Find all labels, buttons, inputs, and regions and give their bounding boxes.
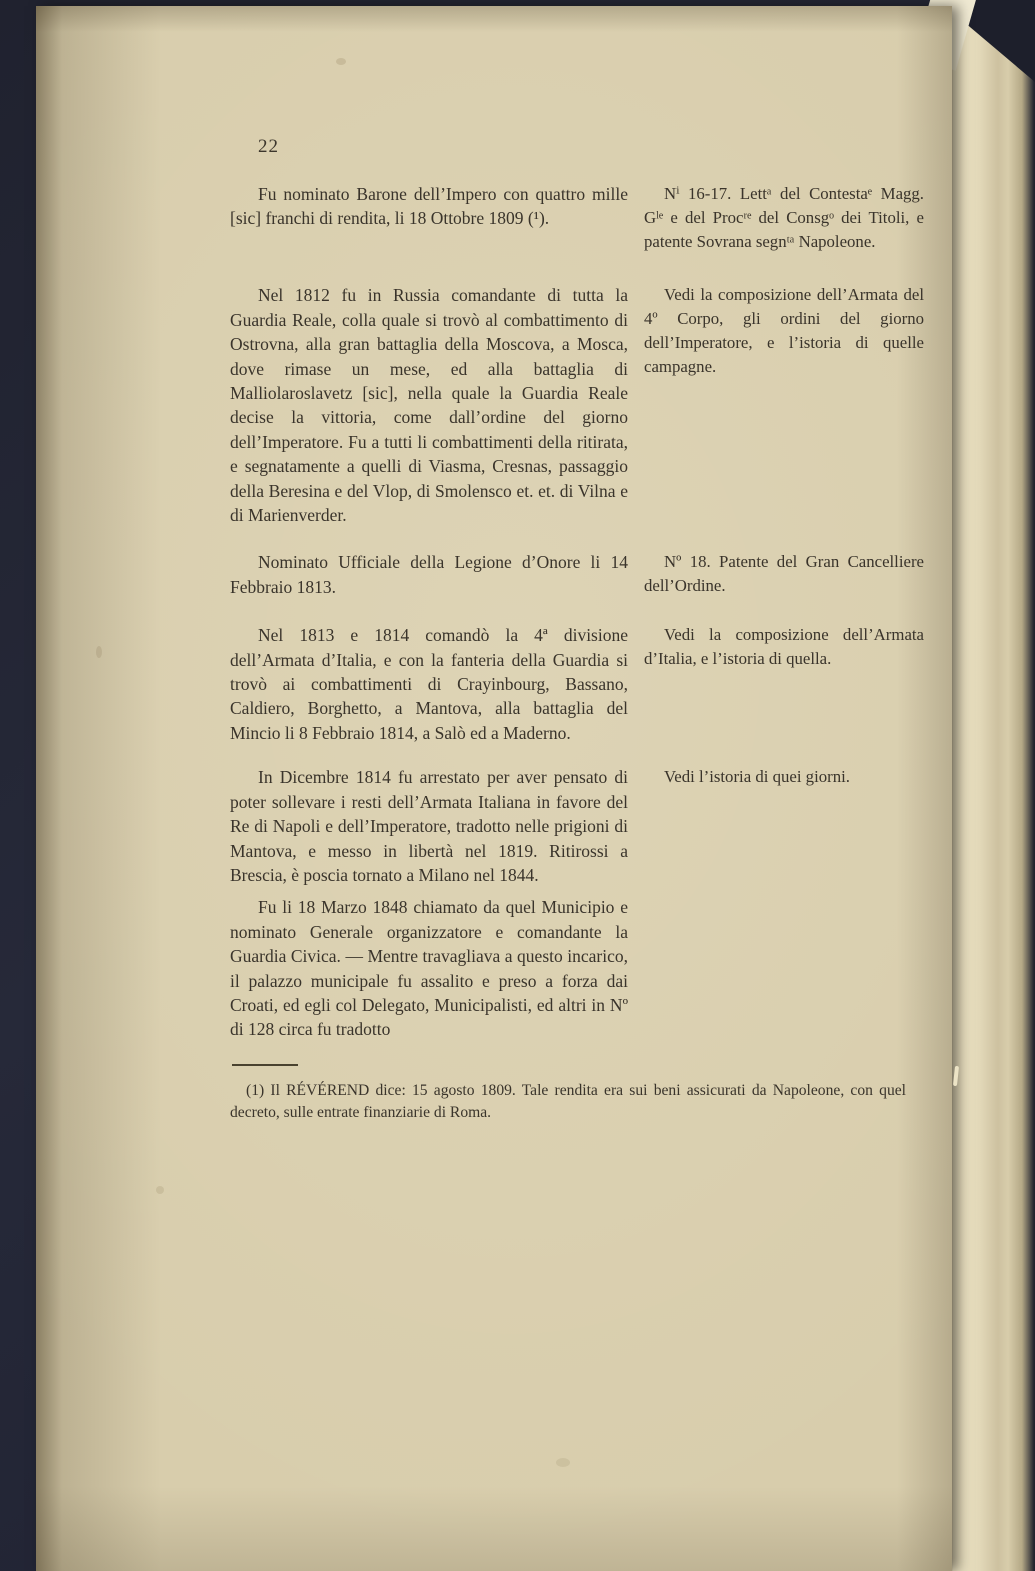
margin-note: Vedi l’istoria di quei giorni. bbox=[664, 767, 850, 787]
text-row bbox=[230, 550, 924, 599]
body-paragraph: Nel 1812 fu in Russia comandante di tutta la Guardia Reale, colla quale si trovò al combattimento di Ostrovna, alla gran battaglia della Moscova, a Mosca, dove rimase un mese, ed alla battaglia di Malliolaroslavetz [sic], nella quale la Guardia Reale decise la vittoria, come dall’ordine del giorno dell’Imperatore. Fu a tutti li combattimenti della ritirata, e segnatamente a quelli di Viasma, Cresnas, passaggio della Beresina e del Vlop, di Smolensco et. et. di Vilna e di Marienverder. bbox=[230, 285, 628, 526]
footnote-block bbox=[230, 1064, 906, 1125]
paper-stain bbox=[556, 1458, 570, 1467]
body-paragraph: In Dicembre 1814 fu arrestato per aver pensato di poter sollevare i resti dell’Armata Italiana in favore del Re di Napoli e dell’Imperatore, tradotto nelle prigioni di Mantova, e messo in libertà nel 1819. Ritirossi a Brescia, è poscia tornato a Milano nel 1844. bbox=[230, 767, 628, 885]
paper-stain bbox=[336, 58, 346, 65]
text-row bbox=[230, 895, 924, 1041]
footnote-text: (1) Il RÉVÉREND dice: 15 agosto 1809. Tale rendita era sui beni assicurati da Napoleone, con quel decreto, sulle entrate finanziarie di Roma. bbox=[230, 1081, 906, 1122]
margin-note: Vedi la composizione dell’Armata del 4º Corpo, gli ordini del giorno dell’Imperatore, e l’istoria di quelle campagne. bbox=[644, 285, 924, 376]
body-paragraph: Fu li 18 Marzo 1848 chiamato da quel Municipio e nominato Generale organizzatore e comandante la Guardia Civica. — Mentre travagliava a questo incarico, il palazzo municipale fu assalito e preso a forza dai Croati, ed egli col Delegato, Municipalisti, ed altri in Nº di 128 circa fu tradotto bbox=[230, 897, 628, 1040]
margin-note: Vedi la composizione dell’Armata d’Italia, e l’istoria di quella. bbox=[644, 625, 924, 669]
text-row bbox=[230, 182, 924, 253]
paper-stain bbox=[156, 1186, 164, 1194]
page-content bbox=[230, 182, 924, 1125]
margin-note: Nⁱ 16-17. Lettᵃ del Contestaᵉ Magg. Gˡᵉ e del Procʳᵉ del Consgᵒ dei Titoli, e patente Sovrana segnᵗᵃ Napoleone. bbox=[644, 184, 924, 251]
text-row bbox=[230, 623, 924, 745]
body-paragraph: Nel 1813 e 1814 comandò la 4ª divisione dell’Armata d’Italia, e con la fanteria della Guardia si trovò ai combattimenti di Crayinbourg, Bassano, Caldiero, Borghetto, a Mantova, alla battaglia del Mincio li 8 Febbraio 1814, a Salò ed a Maderno. bbox=[230, 625, 628, 743]
body-paragraph: Fu nominato Barone dell’Impero con quattro mille [sic] franchi di rendita, li 18 Ottobre 1809 (¹). bbox=[230, 184, 628, 229]
text-row bbox=[230, 765, 924, 887]
footnote-separator bbox=[232, 1064, 298, 1066]
text-row bbox=[230, 283, 924, 527]
next-pages-edge bbox=[946, 0, 1035, 1571]
body-paragraph: Nominato Ufficiale della Legione d’Onore li 14 Febbraio 1813. bbox=[230, 552, 628, 597]
paper-stain bbox=[96, 646, 102, 658]
margin-note: Nº 18. Patente del Gran Cancelliere dell’Ordine. bbox=[644, 552, 924, 596]
page-number: 22 bbox=[258, 136, 279, 157]
book-page bbox=[36, 6, 952, 1571]
margin-note bbox=[644, 895, 924, 1041]
